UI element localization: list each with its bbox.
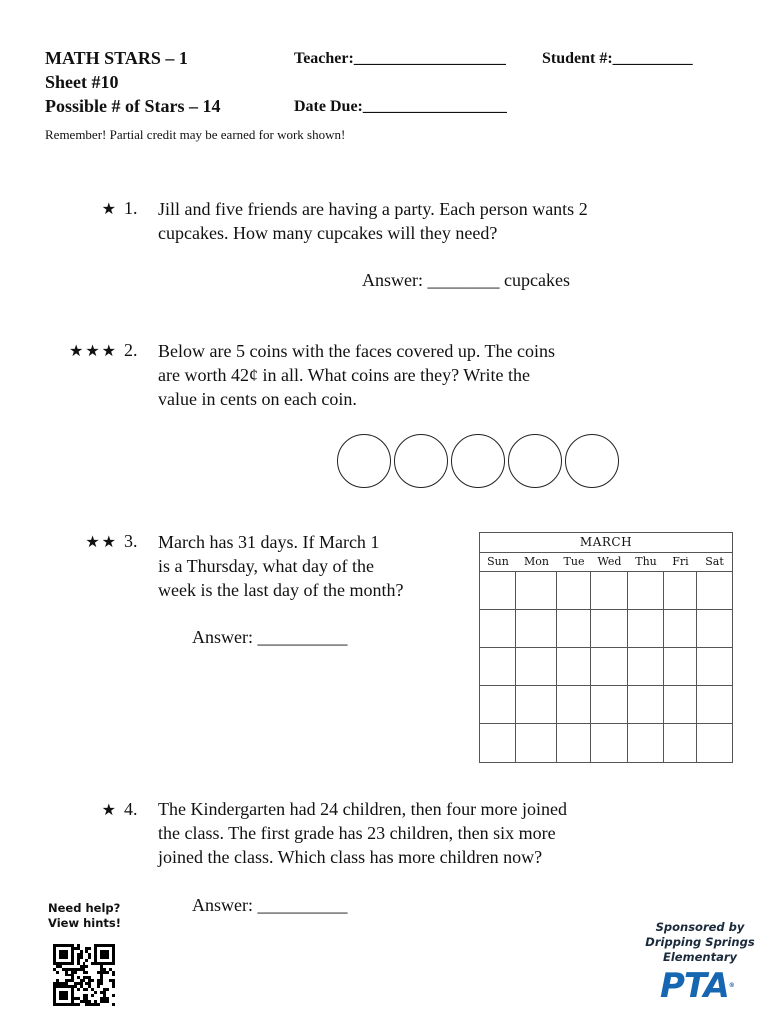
calendar-cell[interactable] [628,724,664,762]
calendar-cell[interactable] [628,610,664,648]
weekday-sun: Sun [487,555,509,568]
q1-text-line1: Jill and five friends are having a party. Each person wants 2 [158,199,588,219]
calendar-cell[interactable] [697,648,732,686]
sponsor-block [640,920,760,965]
sheet-title: MATH STARS – 1 [45,48,188,68]
calendar-cell[interactable] [557,610,591,648]
calendar-cell[interactable] [697,724,732,762]
calendar-title: MARCH [480,533,732,553]
calendar-cell[interactable] [664,724,697,762]
q1-answer[interactable]: Answer: ________ cupcakes [362,270,570,290]
student-number-field[interactable]: Student #:__________ [542,50,693,67]
calendar-cell[interactable] [516,724,557,762]
calendar-cell[interactable] [628,648,664,686]
sponsor-line1: Sponsored by [655,920,745,934]
coin-1[interactable] [337,434,391,488]
q4-text-line1: The Kindergarten had 24 children, then four more joined [158,799,568,819]
calendar-weekdays [480,553,732,572]
calendar-cell[interactable] [664,648,697,686]
date-due-field[interactable]: Date Due:__________________ [294,98,507,115]
q1-stars: ★ [101,201,118,218]
sponsor-line2: Dripping Springs [645,935,755,949]
q4-number: 4. [124,799,138,819]
weekday-mon: Mon [524,555,549,568]
calendar-cell[interactable] [480,686,516,724]
weekday-fri: Fri [672,555,689,568]
partial-credit-note: Remember! Partial credit may be earned for work shown! [45,127,346,142]
view-hints-label: View hints! [48,916,121,930]
calendar-cell[interactable] [591,648,628,686]
coin-2[interactable] [394,434,448,488]
q3-text-line1: March has 31 days. If March 1 [158,532,380,552]
teacher-field[interactable]: Teacher:___________________ [294,50,506,67]
calendar-cell[interactable] [557,724,591,762]
need-help-label: Need help? [48,901,121,915]
march-calendar [479,532,733,763]
qr-code-icon[interactable] [53,944,115,1006]
calendar-cell[interactable] [664,610,697,648]
possible-stars: Possible # of Stars – 14 [45,96,221,116]
q3-number: 3. [124,531,138,551]
q2-text-line3: value in cents on each coin. [158,389,357,409]
calendar-cell[interactable] [697,610,732,648]
calendar-cell[interactable] [591,572,628,610]
q1-number: 1. [124,198,138,218]
q4-answer[interactable]: Answer: __________ [192,895,348,915]
q2-text-line2: are worth 42¢ in all. What coins are they? Write the [158,365,530,385]
weekday-tue: Tue [563,555,585,568]
calendar-cell[interactable] [591,724,628,762]
q2-text-line1: Below are 5 coins with the faces covered up. The coins [158,341,556,361]
q3-text-line2: is a Thursday, what day of the [158,556,374,576]
coin-row [337,434,619,488]
coin-4[interactable] [508,434,562,488]
weekday-wed: Wed [597,555,622,568]
calendar-cell[interactable] [697,686,732,724]
weekday-sat: Sat [705,555,724,568]
q4-text-line2: the class. The first grade has 23 children, then six more [158,823,556,843]
calendar-cell[interactable] [628,572,664,610]
calendar-cell[interactable] [480,610,516,648]
coin-5[interactable] [565,434,619,488]
sponsor-line3: Elementary [663,950,737,964]
sheet-number: Sheet #10 [45,72,119,92]
q2-stars: ★★★ [68,343,118,360]
calendar-cell[interactable] [516,572,557,610]
calendar-cell[interactable] [480,648,516,686]
weekday-thu: Thu [635,555,657,568]
q2-number: 2. [124,340,138,360]
calendar-cell[interactable] [480,724,516,762]
pta-logo: PTA® [660,966,734,1006]
pta-logo-text: PTA [660,966,729,1006]
calendar-cell[interactable] [516,610,557,648]
calendar-cell[interactable] [697,572,732,610]
calendar-cell[interactable] [557,686,591,724]
q3-text-line3: week is the last day of the month? [158,580,404,600]
calendar-cell[interactable] [591,610,628,648]
q3-answer[interactable]: Answer: __________ [192,627,348,647]
calendar-cell[interactable] [516,686,557,724]
coin-3[interactable] [451,434,505,488]
calendar-cell[interactable] [516,648,557,686]
calendar-cell[interactable] [628,686,664,724]
calendar-cell[interactable] [664,686,697,724]
calendar-cell[interactable] [480,572,516,610]
calendar-cell[interactable] [557,572,591,610]
calendar-cell[interactable] [591,686,628,724]
calendar-cell[interactable] [557,648,591,686]
q3-stars: ★★ [85,534,118,551]
calendar-grid [480,572,732,762]
calendar-cell[interactable] [664,572,697,610]
q1-text-line2: cupcakes. How many cupcakes will they need? [158,223,498,243]
q4-text-line3: joined the class. Which class has more children now? [158,847,543,867]
q4-stars: ★ [101,802,118,819]
